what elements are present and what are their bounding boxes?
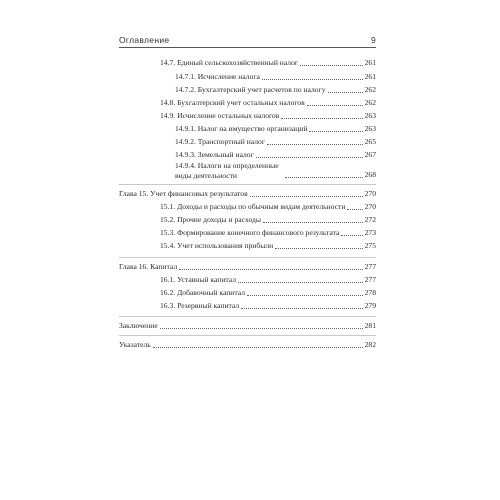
toc-entry-label: 16.3. Резервный капитал (160, 301, 240, 310)
toc-entry (160, 214, 376, 225)
section-divider (119, 257, 376, 258)
toc-entry-label: 14.7. Единый сельскохозяйственный налог (160, 58, 299, 67)
toc-entry (160, 201, 376, 212)
toc-entry-label: 14.9.4. Налоги на определенные виды деятельности (175, 161, 279, 180)
toc-entry-label: 14.9.1. Налог на имущество организаций (175, 124, 308, 133)
dot-leader (307, 104, 363, 106)
toc-entry-page: 263 (364, 111, 376, 120)
toc-entry-page: 277 (364, 262, 376, 271)
dot-leader (300, 64, 363, 66)
dot-leader (281, 117, 362, 119)
dot-leader (262, 78, 363, 80)
toc-entry-label: 14.9. Исчисление остальных налогов (160, 111, 280, 120)
toc-entry (175, 149, 376, 160)
toc-entry-page: 277 (364, 275, 376, 284)
toc-entry-page: 279 (364, 301, 376, 310)
dot-leader (179, 268, 362, 270)
toc-entry (160, 110, 376, 121)
toc-entry-label: 14.8. Бухгалтерский учет остальных налогов (160, 98, 305, 107)
toc-entry-page: 278 (364, 288, 376, 297)
toc-entry (175, 160, 376, 180)
dot-leader (328, 91, 363, 93)
toc-entry (119, 320, 376, 331)
toc-entry-label: Заключение (119, 321, 158, 330)
dot-leader (256, 156, 363, 158)
toc-entry (175, 71, 376, 82)
toc-entry-page: 265 (364, 137, 376, 146)
toc-entry (160, 300, 376, 311)
toc-entry (119, 339, 376, 350)
toc-entry-page: 262 (364, 98, 376, 107)
toc-entry (175, 123, 376, 134)
section-divider (119, 335, 376, 336)
toc-entry-page: 270 (364, 202, 376, 211)
toc-entry-page: 261 (364, 72, 376, 81)
toc-entry (175, 136, 376, 147)
toc-entry (119, 261, 376, 272)
toc-entry (119, 188, 376, 199)
dot-leader (275, 247, 362, 249)
toc-entry-label: Глава 16. Капитал (119, 262, 178, 271)
dot-leader (309, 130, 362, 132)
dot-leader (267, 143, 363, 145)
toc-entry (160, 227, 376, 238)
toc-entry-label: 15.4. Учет использования прибыли (160, 241, 274, 250)
header-rule (119, 47, 376, 48)
toc-entry-page: 281 (364, 321, 376, 330)
toc-entry-page: 268 (364, 170, 376, 179)
toc-entry-label: 15.3. Формирование конечного финансового результата (160, 228, 340, 237)
toc-entry-page: 272 (364, 215, 376, 224)
toc-entry-page: 275 (364, 241, 376, 250)
section-divider (119, 316, 376, 317)
dot-leader (241, 307, 362, 309)
dot-leader (341, 234, 362, 236)
toc-entry-label: 16.1. Уставный капитал (160, 275, 237, 284)
toc-entry-page: 267 (364, 150, 376, 159)
toc-entry-label: 14.7.1. Исчисление налога (175, 72, 260, 81)
toc-entry (175, 84, 376, 95)
dot-leader (160, 327, 363, 329)
toc-entry (160, 274, 376, 285)
running-header-title: Оглавление (119, 35, 170, 45)
section-divider (119, 184, 376, 185)
toc-entry-label: Глава 15. Учет финансовых результатов (119, 189, 248, 198)
toc-entry-label: 14.9.2. Транспортный налог (175, 137, 265, 146)
dot-leader (238, 281, 363, 283)
toc-entry-page: 282 (364, 340, 376, 349)
toc-entry-label: Указатель (119, 340, 151, 349)
dot-leader (347, 208, 362, 210)
toc-entry (160, 240, 376, 251)
toc-entry-page: 261 (364, 58, 376, 67)
toc-entry-page: 270 (364, 189, 376, 198)
page-number: 9 (370, 35, 376, 45)
toc-entry (160, 97, 376, 108)
toc-entry-label: 15.1. Доходы и расходы по обычным видам деятельности (160, 202, 346, 211)
dot-leader (250, 195, 363, 197)
toc-entry-label: 14.7.2. Бухгалтерский учет расчетов по налогу (175, 85, 326, 94)
dot-leader (263, 221, 363, 223)
toc-entry-label: 14.9.3. Земельный налог (175, 150, 254, 159)
toc-entry-label: 15.2. Прочие доходы и расходы (160, 215, 261, 224)
toc-entry-page: 263 (364, 124, 376, 133)
toc-entry (160, 287, 376, 298)
toc-entry-page: 262 (364, 85, 376, 94)
dot-leader (247, 294, 363, 296)
toc-entry (160, 57, 376, 68)
dot-leader (285, 176, 363, 178)
toc-entry-label: 16.2. Добавочный капитал (160, 288, 245, 297)
toc-entry-page: 273 (364, 228, 376, 237)
dot-leader (153, 346, 363, 348)
